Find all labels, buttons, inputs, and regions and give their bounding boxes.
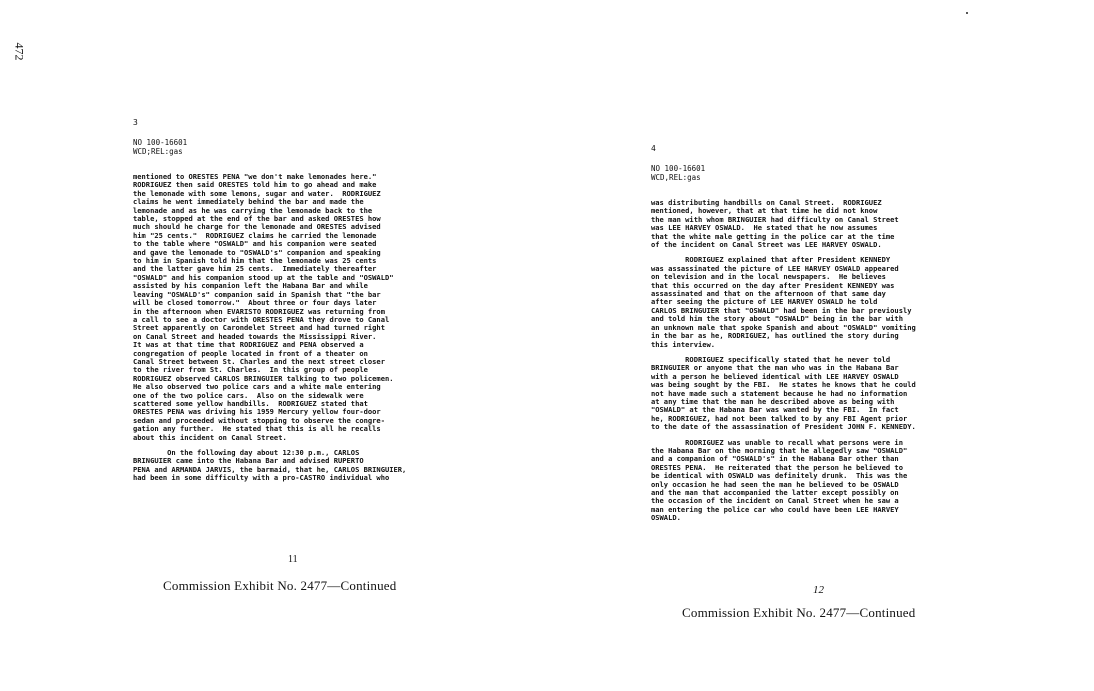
left-file-number: NO 100-16601	[133, 138, 188, 147]
right-file-number: NO 100-16601	[651, 164, 706, 173]
left-exhibit-caption: Commission Exhibit No. 2477—Continued	[163, 578, 397, 593]
scan-speck	[966, 12, 968, 14]
right-file-initials: WCD,REL:gas	[651, 173, 701, 182]
right-paragraph: RODRIGUEZ explained that after President KENNEDY was assassinated the picture of LEE HARVEY OSWALD appeared on television and in the local newspapers. He believes that this occurred on the day after President KENNEDY was assassinated and that on the afternoon of that same day after seeing the picture of LEE HARVEY OSWALD he told CARLOS BRINGUIER that "OSWALD" had been in the bar previously and told him the story about "OSWALD" being in the bar with an unknown male that spoke Spanish and about "OSWALD" vomiting in the bar as he, RODRIGUEZ, has outlined the story during this interview.	[651, 255, 916, 349]
left-paragraph: On the following day about 12:30 p.m., CARLOS BRINGUIER came into the Habana Bar and advised RUPERTO PENA and ARMANDA JARVIS, the barmaid, that he, CARLOS BRINGUIER, had been in some difficulty with a pro-CASTRO individual who	[133, 448, 407, 483]
right-paragraph: was distributing handbills on Canal Street. RODRIGUEZ mentioned, however, that at that time he did not know the man with whom BRINGUIER had difficulty on Canal Street was LEE HARVEY OSWALD. He stated that he now assumes that the white male getting in the police car at the time of the incident on Canal Street was LEE HARVEY OSWALD.	[651, 198, 899, 250]
right-page-number: 4	[651, 144, 656, 153]
volume-page-number: 472	[12, 42, 27, 61]
left-file-initials: WCD;REL:gas	[133, 147, 183, 156]
left-paragraph: mentioned to ORESTES PENA "we don't make lemonades here." RODRIGUEZ then said ORESTES told him to go ahead and make the lemonade with some lemons, sugar and water. RODRIGUEZ claims he went immediately behind the bar and made the lemonade and as he was carrying the lemonade back to the table, stopped at the end of the bar and asked ORESTES how much should he charge for the lemonade and ORESTES advised him "25 cents." RODRIGUEZ claims he carried the lemonade to the table where "OSWALD" and his companion were seated and gave the lemonade to "OSWALD's" companion and speaking to him in Spanish told him that the lemonade was 25 cents and the latter gave him 25 cents. Immediately thereafter "OSWALD" and his companion stood up at the table and "OSWALD" assisted by his companion left the Habana Bar and while leaving "OSWALD's" companion said in Spanish that "the bar will be closed tomorrow." About three or four days later in the afternoon when EVARISTO RODRIGUEZ was returning from a call to see a doctor with ORESTES PENA they drove to Canal Street apparently on Carondelet Street and had turned right on Canal Street and headed towards the Mississippi River. It was at that time that RODRIGUEZ and PENA observed a congregation of people located in front of a theater on Canal Street between St. Charles and the next street closer to the river from St. Charles. In this group of people RODRIGUEZ observed CARLOS BRINGUIER talking to two policemen. He also observed two police cars and a white male entering one of the two police cars. Also on the sidewalk were scattered some yellow handbills. RODRIGUEZ stated that ORESTES PENA was driving his 1959 Mercury yellow four-door sedan and proceeded without stopping to observe the congre- gation any further. He stated that this is all he recalls about this incident on Canal Street.	[133, 172, 394, 442]
right-exhibit-caption: Commission Exhibit No. 2477—Continued	[682, 605, 916, 620]
right-footer-number: 12	[813, 584, 824, 596]
left-page-number: 3	[133, 118, 138, 127]
left-file-header	[133, 138, 478, 156]
right-file-header	[651, 164, 1016, 182]
left-document-page	[133, 118, 478, 490]
right-paragraph: RODRIGUEZ specifically stated that he never told BRINGUIER or anyone that the man who was in the Habana Bar with a person he believed identical with LEE HARVEY OSWALD was being sought by the FBI. He states he knows that he could not have made such a statement because he had no information at any time that the man he described above as being with "OSWALD" at the Habana Bar was wanted by the FBI. In fact he, RODRIGUEZ, had not been talked to by any FBI Agent prior to the date of the assassination of President JOHN F. KENNEDY.	[651, 354, 916, 432]
left-footer-number: 11	[288, 554, 298, 565]
right-paragraph: RODRIGUEZ was unable to recall what persons were in the Habana Bar on the morning that he allegedly saw "OSWALD" and a companion of "OSWALD's" in the Habana Bar other than ORESTES PENA. He reiterated that the person he believed to be identical with OSWALD was definitely drunk. This was the only occasion he had seen the man he believed to be OSWALD and the man that accompanied the latter except possibly on the occasion of the incident on Canal Street when he saw a man entering the police car who could have been LEE HARVEY OSWALD.	[651, 437, 908, 523]
right-document-page	[651, 144, 1016, 530]
